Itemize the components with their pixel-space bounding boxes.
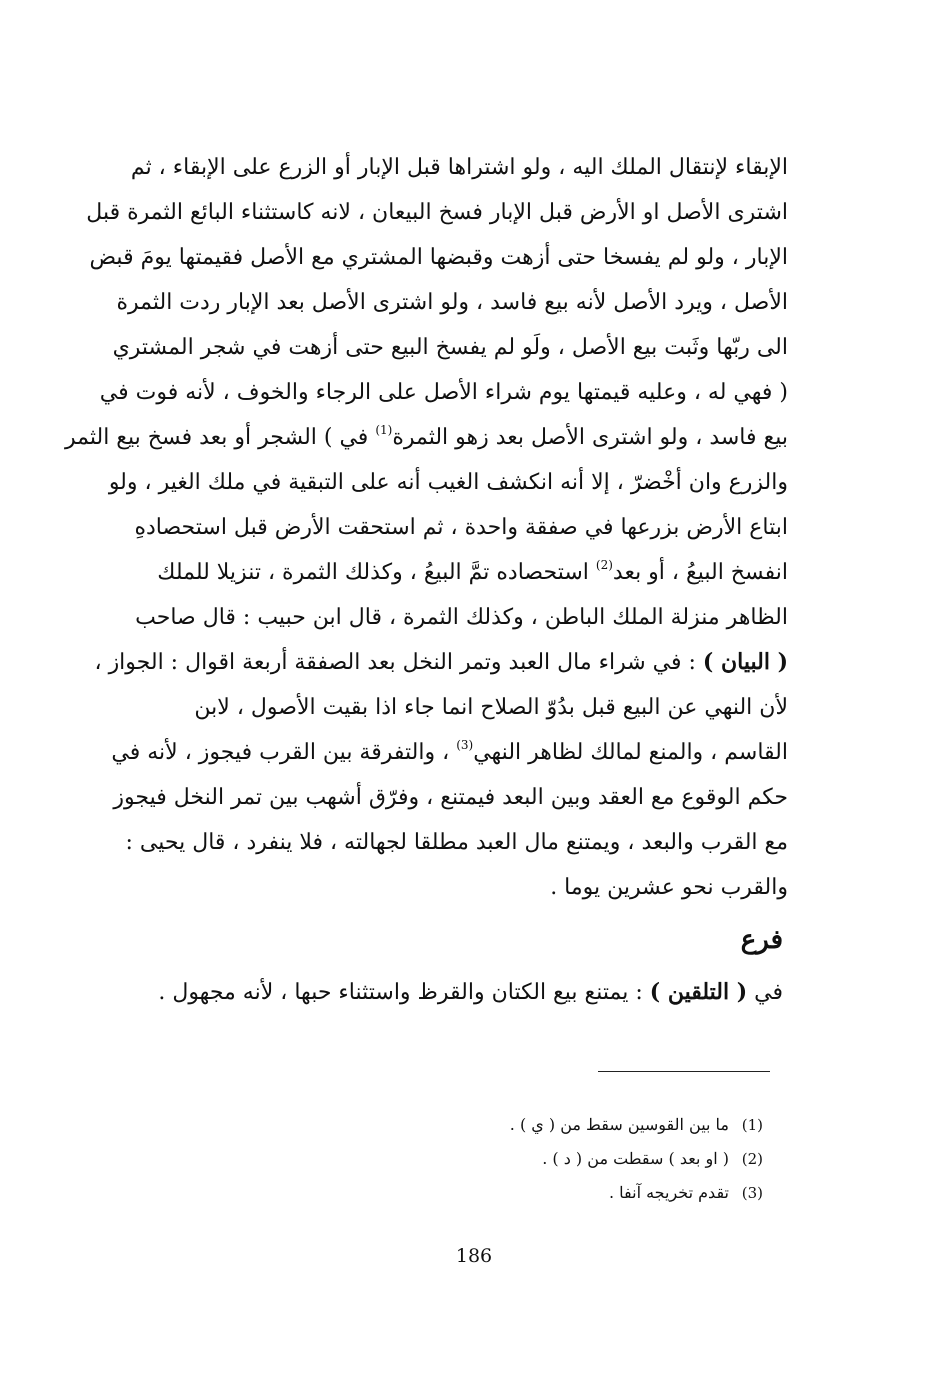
para-prefix: في <box>754 980 783 1005</box>
bold-source-title: ( البيان ) <box>702 649 788 675</box>
section-heading: فرع <box>740 925 783 955</box>
main-paragraph <box>65 145 788 910</box>
line-text: اشترى الأصل او الأرض قبل الإبار فسخ البيعان ، لانه كاستثناء البائع الثمرة قبل <box>86 200 788 225</box>
text-line <box>100 730 788 775</box>
footnote-marker: (3) <box>456 738 474 752</box>
line-text: استحصاده تمَّ البيعُ ، وكذلك الثمرة ، تنزيلا للملك <box>157 560 596 585</box>
line-text: ، والتفرقة بين القرب فيجوز ، لأنه في <box>111 740 457 765</box>
footnote-marker: (1) <box>375 423 393 437</box>
line-text: بيع فاسد ، ولو اشترى الأصل بعد زهو الثمرة <box>392 425 788 450</box>
line-text: والقرب نحو عشرين يوما . <box>550 875 788 900</box>
line-text: : <box>681 650 703 675</box>
text-line <box>100 370 788 415</box>
page-number: 186 <box>455 1245 493 1267</box>
text-line <box>100 865 788 910</box>
line-text: في ) الشجر أو بعد فسخ بيع الثمر <box>65 425 376 450</box>
line-text: القاسم ، والمنع لمالك لظاهر النهي <box>473 740 788 765</box>
line-text: لأن النهي عن البيع قبل بدُوّ الصلاح انما جاء اذا بقيت الأصول ، لابن <box>194 695 788 720</box>
line-text: الى ربّها وثَبت بيع الأصل ، ولَو لم يفسخ البيع حتى أزهت في شجر المشتري <box>112 335 788 360</box>
para-text: : يمتنع بيع الكتان والقرظ واستثناء حبها ، لأنه مجهول . <box>158 980 650 1005</box>
footnote-item <box>510 1142 763 1176</box>
text-line <box>100 775 788 820</box>
line-text: الإبار ، ولو لم يفسخا حتى أزهت وقبضها المشتري مع الأصل فقيمتها يومَ قبض <box>89 245 788 270</box>
line-text: والزرع وان أخْضرّ ، إلا أنه انكشف الغيب أنه على التبقية في ملك الغير ، ولو <box>108 470 788 495</box>
line-text: في شراء مال العبد وتمر النخل بعد الصفقة أربعة اقوال : الجواز ، <box>94 650 682 675</box>
footnote-number: (2) <box>741 1150 763 1168</box>
line-text: الإبقاء لإنتقال الملك اليه ، ولو اشتراها قبل الإبار أو الزرع على الإبقاء ، ثم <box>130 155 788 180</box>
text-line <box>100 280 788 325</box>
footnote-item <box>510 1176 763 1210</box>
footnote-number: (1) <box>741 1116 763 1134</box>
text-line <box>86 190 788 235</box>
text-line <box>94 640 788 685</box>
text-line <box>89 235 788 280</box>
text-line <box>100 820 788 865</box>
footnote-text: ما بين القوسين سقط من ( ي ) . <box>509 1115 729 1134</box>
footnote-number: (3) <box>741 1184 763 1202</box>
text-line <box>100 325 788 370</box>
text-line <box>100 550 788 595</box>
footnote-item <box>510 1108 763 1142</box>
text-line <box>100 145 788 190</box>
bold-source-title: ( التلقين ) <box>649 979 748 1005</box>
footnote-divider <box>598 1071 770 1072</box>
line-text: مع القرب والبعد ، ويمتنع مال العبد مطلقا لجهالته ، فلا ينفرد ، قال يحيى : <box>125 830 788 855</box>
text-line <box>100 595 788 640</box>
line-text: حكم الوقوع مع العقد وبين البعد فيمتنع ، وفرّق أشهب بين تمر النخل فيجوز <box>113 785 788 810</box>
second-paragraph <box>100 970 783 1015</box>
line-text: انفسخ البيعُ ، أو بعد <box>612 560 788 585</box>
footnote-text: تقدم تخريجه آنفا . <box>608 1183 729 1202</box>
text-line <box>100 505 788 550</box>
text-line <box>100 460 788 505</box>
line-text: الظاهر منزلة الملك الباطن ، وكذلك الثمرة ، قال ابن حبيب : قال صاحب <box>135 605 788 630</box>
line-text: ( فهي له ، وعليه قيمتها يوم شراء الأصل على الرجاء والخوف ، لأنه فوت في <box>99 380 788 405</box>
line-text: ابتاع الأرض بزرعها في صفقة واحدة ، ثم استحقت الأرض قبل استحصادهِ <box>134 515 788 540</box>
footnotes <box>510 1108 763 1210</box>
line-text: الأصل ، ويرد الأصل لأنه بيع فاسد ، ولو اشترى الأصل بعد الإبار ردت الثمرة <box>116 290 788 315</box>
text-line <box>65 415 788 460</box>
text-line <box>100 685 788 730</box>
footnote-text: ( او بعد ) سقطت من ( د ) . <box>542 1149 729 1168</box>
footnote-marker: (2) <box>595 558 613 572</box>
